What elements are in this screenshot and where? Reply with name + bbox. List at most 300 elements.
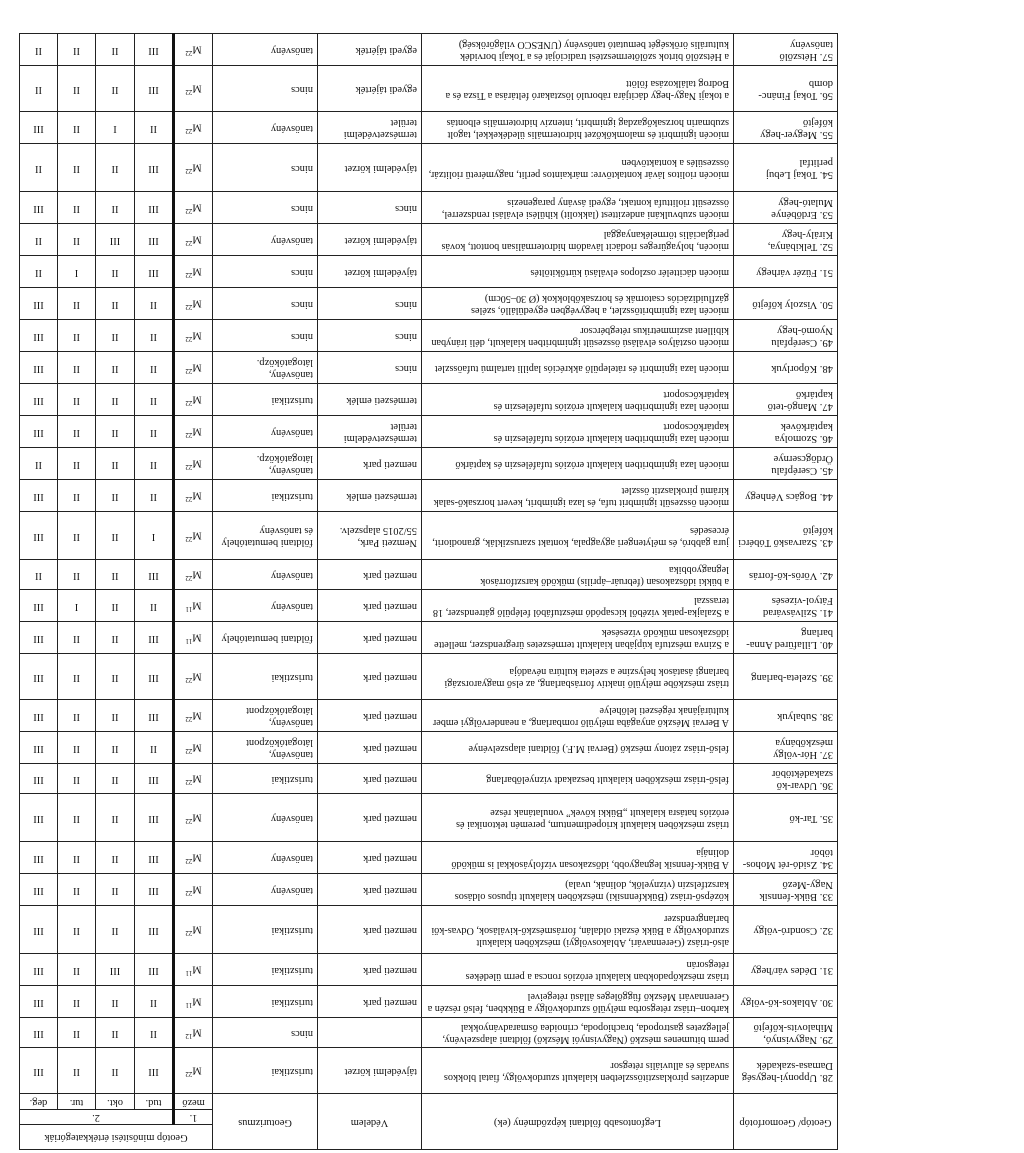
field-category-index: 22 [185,676,193,685]
formation-description: miocén riolitos lávár kontaktövre: márkaintos perlit, nagyméretű riolitzár, összesülés a kontaktövben [422,144,734,192]
rating-tur: II [58,192,96,224]
table-row [19,66,837,112]
rating-deg: II [19,34,57,66]
field-category-letter: M [192,393,202,405]
field-category-letter: M [192,670,202,682]
rating-deg: III [19,622,57,654]
rating-okt: II [96,560,135,590]
protection-status: tájvédelmi körzet [318,256,422,288]
geotourism-status: nincs [213,288,318,320]
rating-tud: II [135,288,174,320]
field-category-letter: M [192,923,202,935]
table-row [19,480,837,512]
rating-deg: III [19,954,57,986]
table-row [19,874,837,906]
table-row [19,1048,837,1094]
formation-description: triász mészkőpadokban kialakult eróziós roncsa a perm üledékes rétegsorán [422,954,734,986]
rating-okt: II [96,144,135,192]
field-category-index: 22 [185,817,193,826]
field-category-letter: M [192,43,202,55]
geotourism-status: nincs [213,320,318,352]
rating-tud: III [135,842,174,874]
protection-status: nincs [318,288,422,320]
geotope-name: 41. Szilvásvárad Fátyol-vízesés [734,590,838,622]
geotope-name: 51. Füzér várhegy [734,256,838,288]
field-category-index: 11 [185,637,193,646]
header-sub-okt: okt. [96,1094,135,1109]
rating-okt: II [96,320,135,352]
rating-tur: II [58,352,96,384]
geotope-name: 29. Nagyvisnyó, Mihalovits-kőfejtő [734,1018,838,1048]
field-category-index: 22 [185,495,193,504]
protection-status: nemzeti park [318,732,422,764]
field-category [174,192,213,224]
geotourism-status: tanösvény [213,416,318,448]
field-category-letter: M [192,709,202,721]
rating-deg: III [19,654,57,700]
rating-okt: II [96,986,135,1018]
field-category-index: 22 [185,463,193,472]
field-category [174,224,213,256]
protection-status: természeti emlék [318,480,422,512]
protection-status: nemzeti park [318,986,422,1018]
formation-description: alsó-triász (Gerennavári, Ablakosvölgyi) mészkőben kialakult szurdokvölgy a Bükk északi oldalán, forrásmészkő-kiválások, Odvas-kői barlangrendszer [422,906,734,954]
formation-description: felső-triász mészkőben kialakult beszakadt víznyelőbarlang [422,764,734,794]
field-category [174,906,213,954]
protection-status: nemzeti park [318,874,422,906]
field-category-letter: M [192,963,202,975]
rating-tur: II [58,764,96,794]
rating-tud: III [135,224,174,256]
rating-tur: II [58,480,96,512]
geotope-rows [19,34,837,1094]
geotourism-status: nincs [213,1018,318,1048]
formation-description: miocén ignimbrit és malomkőkőzet hidrotermális üledékekkel, tagolt szubmarin horzsakőgazdag ignimbrit, intenzív hidrotermális elbontás [422,112,734,144]
geotope-name: 54. Tokaj Lebuj perlitfal [734,144,838,192]
rating-deg: III [19,112,57,144]
field-category-index: 22 [185,88,193,97]
rating-tud: II [135,1018,174,1048]
formation-description: triász mészkőbe mélyülő inaktív forrásbarlang, az első magyarországi barlangi ásatások helyszíne a szeleta kultúra névadója [422,654,734,700]
header-sub-mezo: mező [174,1094,213,1109]
rating-tur: II [58,700,96,732]
rating-tur: II [58,874,96,906]
field-category [174,1018,213,1048]
field-category [174,480,213,512]
rating-deg: III [19,288,57,320]
header-geotop: Geotóp/ Geomorfotóp [734,1094,838,1150]
header-group-2: 2. [19,1109,173,1124]
protection-status: nemzeti park [318,590,422,622]
table-row [19,192,837,224]
formation-description: a Hétszőlő birtok szőlőtermesztési tradícióját és a Tokaji borvidék kulturális örökségét bemutató tanösvény (UNESCO világörökség) [422,34,734,66]
geotourism-status: tanösvény [213,112,318,144]
table-row [19,764,837,794]
rating-deg: III [19,794,57,842]
field-category-letter: M [192,489,202,501]
geotourism-status: földtani bemutatóhely és tanösvény [213,512,318,560]
field-category [174,320,213,352]
rating-tur: II [58,384,96,416]
header-protection: Védelem [318,1094,422,1150]
formation-description: miocén osztályos elválású összesült ignimbritben kialakult, déli irányban kibillent aszimmetrikus rétegbércsor [422,320,734,352]
rating-okt: II [96,590,135,622]
rating-tud: II [135,384,174,416]
rating-okt: II [96,874,135,906]
field-category-index: 22 [185,929,193,938]
geotourism-status: tanösvény [213,590,318,622]
geotope-name: 30. Ablakos-kő-völgy [734,986,838,1018]
formation-description: triász mészkőben kialakult kriopedimentum, peremén tektonikai és eróziós hatásra kialakult „Bükki kövek” vonulatának része [422,794,734,842]
protection-status: Nemzeti Park, 55/2015 alapszelv. [318,512,422,560]
rating-tur: I [58,590,96,622]
field-category-index: 22 [185,778,193,787]
field-category-letter: M [192,1026,202,1038]
rating-deg: III [19,590,57,622]
formation-description: miocén összesült ignimbrit tufa, és laza ignimbrit, kevert horzsakő-salak kirámú piroklasztit összlet [422,480,734,512]
field-category-letter: M [192,568,202,580]
field-category-index: 22 [185,239,193,248]
table-row [19,560,837,590]
protection-status: tájvédelmi körzet [318,144,422,192]
header-description: Legfontosabb földtani képződmény (ek) [422,1094,734,1150]
table-row [19,352,837,384]
geotope-name: 35. Tar-kő [734,794,838,842]
table-row [19,448,837,480]
table-row [19,288,837,320]
geotope-name: 57. Hétszőlő tanösvény [734,34,838,66]
field-category-index: 22 [185,303,193,312]
field-category [174,66,213,112]
table-row [19,112,837,144]
geotope-name: 39. Szeleta-barlang [734,654,838,700]
field-category-letter: M [192,233,202,245]
table-row [19,512,837,560]
rating-okt: I [96,112,135,144]
geotope-name: 45. Cserépfalu Ördögcsernye [734,448,838,480]
rating-okt: II [96,842,135,874]
table-row [19,1018,837,1048]
formation-description: miocén laza ignimbritösszlet, a hegyvégben egyedülálló, széles gázfluidizációs csatornák és horzsakőblokkok (Ø 30–50cm) [422,288,734,320]
rating-tud: II [135,352,174,384]
header-sub-tud: tud. [135,1094,174,1109]
header-group-1: 1. [174,1109,213,1124]
rating-tur: II [58,512,96,560]
rating-tur: II [58,66,96,112]
rating-okt: II [96,1018,135,1048]
table-row [19,320,837,352]
table-row [19,986,837,1018]
field-category-letter: M [192,82,202,94]
formation-description: karbon–triász rétegsorba mélyülő szurdokvölgy a Bükkben, felső részén a Gerennavári Mészkő függőleges állású rétegeivel [422,986,734,1018]
field-category-letter: M [192,811,202,823]
geotourism-status: földtani bemutatóhely [213,622,318,654]
field-category-letter: M [192,995,202,1007]
rating-tur: II [58,448,96,480]
geotope-name: 40. Lillafüred Anna-barlang [734,622,838,654]
geotope-name: 55. Megyer-hegy kőfejtő [734,112,838,144]
rating-tud: II [135,732,174,764]
rating-tud: I [135,512,174,560]
protection-status: nincs [318,192,422,224]
formation-description: andezites piroklasztitösszletben kialakult szurdokvölgy, fiatal blokkos suvadás és alluviális rétegsor [422,1048,734,1094]
geotope-name: 50. Viszoly kőfejtő [734,288,838,320]
field-category-letter: M [192,883,202,895]
rating-okt: II [96,512,135,560]
geotourism-status: tanösvény [213,560,318,590]
rating-deg: III [19,906,57,954]
formation-description: miocén laza ignimbritben kialakult eróziós tufaféleszin és kaptárkőcsoport [422,384,734,416]
table-row [19,622,837,654]
rating-tur: II [58,794,96,842]
field-category-letter: M [192,1064,202,1076]
field-category [174,288,213,320]
rating-tur: II [58,654,96,700]
rating-tur: II [58,622,96,654]
geotourism-status: nincs [213,192,318,224]
geotourism-status: turisztikai [213,954,318,986]
geotourism-status: tanösvény, látogatóközp. [213,448,318,480]
geotourism-status: nincs [213,144,318,192]
geotourism-status: tanösvény [213,874,318,906]
field-category-index: 22 [185,574,193,583]
rating-tud: III [135,1048,174,1094]
table-row [19,256,837,288]
field-category-index: 22 [185,535,193,544]
formation-description: miocén szubvulkáni andezittest (lakkolit) kihűlési elválási rendszerrel, összesült riolittufa kontakt, egyedi ásvány paragenezis [422,192,734,224]
geotope-name: 47. Mangó-tető kaptárkő [734,384,838,416]
table-row [19,732,837,764]
geotourism-status: tanösvény, látogatóközpont [213,700,318,732]
field-category [174,654,213,700]
rating-deg: III [19,1018,57,1048]
protection-status: nemzeti park [318,954,422,986]
protection-status: nemzeti park [318,622,422,654]
table-row [19,384,837,416]
rating-deg: II [19,256,57,288]
field-category [174,34,213,66]
rating-tud: II [135,480,174,512]
geotourism-status: nincs [213,66,318,112]
rating-deg: III [19,320,57,352]
geotourism-status: tanösvény [213,224,318,256]
rating-deg: III [19,842,57,874]
rating-tur: II [58,144,96,192]
rating-tur: II [58,288,96,320]
rating-deg: II [19,144,57,192]
geotope-name: 36. Udvar-kő szakadéktöbör [734,764,838,794]
protection-status: nemzeti park [318,654,422,700]
field-category [174,590,213,622]
rating-deg: III [19,764,57,794]
protection-status: nemzeti park [318,560,422,590]
rating-okt: II [96,192,135,224]
header-sub-tur: tur. [58,1094,96,1109]
formation-description: miocén laza ignimbritben kialakult eróziós tufaféleszin és kaptárkő [422,448,734,480]
rating-tud: III [135,34,174,66]
header-geotourism: Geoturizmus [213,1094,318,1150]
rating-deg: II [19,560,57,590]
geotope-table [19,33,838,1150]
protection-status: nemzeti park [318,764,422,794]
field-category-index: 22 [185,747,193,756]
header-sub-deg: deg. [19,1094,57,1109]
formation-description: középső-triász (Bükkfennsíki) mészkőben kialakult típusos oldásos karsztfelszín (víznyelők, dolinák, uvala) [422,874,734,906]
rating-tur: II [58,954,96,986]
formation-description: miocén laza ignimbrit és rátelepülő akkréciós lapilli tartalmú tufaösszlet [422,352,734,384]
rating-tur: II [58,224,96,256]
geotourism-status: turisztikai [213,764,318,794]
rating-deg: III [19,874,57,906]
table-row [19,590,837,622]
geotope-name: 42. Vörös-kő-forrás [734,560,838,590]
field-category-index: 22 [185,367,193,376]
geotope-name: 28. Upponyi-hegység Damasa-szakadék [734,1048,838,1094]
field-category [174,874,213,906]
rating-deg: III [19,192,57,224]
geotourism-status: tanösvény [213,842,318,874]
field-category [174,986,213,1018]
table-row [19,700,837,732]
geotourism-status: turisztikai [213,480,318,512]
rating-tur: II [58,732,96,764]
rating-tur: I [58,256,96,288]
rating-tur: II [58,1048,96,1094]
rating-okt: III [96,224,135,256]
geotope-name: 37. Hór-völgy mészkőbánya [734,732,838,764]
field-category [174,384,213,416]
rating-okt: II [96,1048,135,1094]
field-category-index: 22 [185,127,193,136]
field-category-index: 12 [185,1032,193,1041]
rating-tud: III [135,906,174,954]
field-category-index: 22 [185,207,193,216]
geotourism-status: turisztikai [213,654,318,700]
rating-okt: II [96,732,135,764]
protection-status: egyedi tájérték [318,34,422,66]
field-category-index: 22 [185,431,193,440]
rating-tud: III [135,764,174,794]
field-category-index: 11 [185,969,193,978]
field-category [174,256,213,288]
field-category [174,622,213,654]
field-category-letter: M [192,161,202,173]
field-category-letter: M [192,297,202,309]
rating-deg: III [19,480,57,512]
table-row [19,34,837,66]
table-row [19,906,837,954]
header-category-group: Geotóp minősítési értékkategóriák [19,1125,212,1150]
formation-description: miocén, holyagüreges riodácit lávadóm hidrotermálisan bontott, kovás periglaciális törmelékanyaggal [422,224,734,256]
field-category-index: 22 [185,49,193,58]
rating-tud: II [135,590,174,622]
rating-tur: II [58,34,96,66]
field-category-index: 22 [185,889,193,898]
rating-tud: III [135,192,174,224]
protection-status: nincs [318,352,422,384]
table-row [19,954,837,986]
formation-description: felső-triász zátony mészkő (Bervai M.F.) földtani alapszelvénye [422,732,734,764]
rating-okt: II [96,622,135,654]
rating-tud: III [135,874,174,906]
field-category [174,416,213,448]
protection-status: egyedi tájérték [318,66,422,112]
rating-deg: III [19,416,57,448]
geotourism-status: tanösvény [213,34,318,66]
formation-description: a bükki időszakosan (február–április) működő karsztforrások legnagyobbika [422,560,734,590]
table-row [19,654,837,700]
rating-tud: III [135,66,174,112]
rating-tud: III [135,700,174,732]
geotourism-status: turisztikai [213,1048,318,1094]
field-category-index: 22 [185,715,193,724]
rating-tur: II [58,1018,96,1048]
rating-okt: III [96,954,135,986]
formation-description: jura gabbró, és mélytengeri agyagpala, kontakt szarusziklák, granodiorit, ércesedés [422,512,734,560]
field-category-index: 11 [185,605,193,614]
rating-deg: II [19,224,57,256]
rating-deg: III [19,512,57,560]
rating-okt: II [96,288,135,320]
field-category-letter: M [192,529,202,541]
protection-status: tájvédelmi körzet [318,1048,422,1094]
geotope-name: 33. Bükk-fennsík Nagy-Mező [734,874,838,906]
protection-status [318,1018,422,1048]
field-category-letter: M [192,329,202,341]
formation-description: A Bervai Mészkő anyagába mélyülő rombarlang, a neandervölgyi ember kultúrájának régészeti lelőhelye [422,700,734,732]
protection-status: nemzeti park [318,842,422,874]
rating-tud: II [135,112,174,144]
protection-status: nemzeti park [318,794,422,842]
geotope-name: 49. Cserépfalu Nyomó-hegy [734,320,838,352]
rating-tur: II [58,320,96,352]
rating-okt: II [96,480,135,512]
field-category [174,352,213,384]
geotourism-status: turisztikai [213,384,318,416]
rating-okt: II [96,66,135,112]
protection-status: nincs [318,320,422,352]
rating-tud: III [135,256,174,288]
field-category-index: 22 [185,399,193,408]
field-category-index: 22 [185,1070,193,1079]
field-category-letter: M [192,851,202,863]
rating-tud: III [135,560,174,590]
field-category [174,954,213,986]
protection-status: nemzeti park [318,448,422,480]
rating-tur: II [58,842,96,874]
field-category-index: 22 [185,167,193,176]
table-row [19,144,837,192]
geotope-name: 34. Zsidó-rét Mohos-töbör [734,842,838,874]
formation-description: A Bükk-fennsík legnagyobb, időszakosan vízfolyásokkal is működő dolinája [422,842,734,874]
rating-deg: II [19,66,57,112]
geotourism-status: turisztikai [213,986,318,1018]
rating-okt: II [96,764,135,794]
rating-tud: II [135,986,174,1018]
field-category-letter: M [192,631,202,643]
geotope-name: 56. Tokaj Finánc-domb [734,66,838,112]
geotourism-status: tanösvény [213,794,318,842]
protection-status: nemzeti park [318,906,422,954]
field-category-letter: M [192,201,202,213]
geotope-name: 48. Kőporlyuk [734,352,838,384]
table-row [19,842,837,874]
rating-okt: II [96,352,135,384]
rating-tud: III [135,794,174,842]
field-category [174,112,213,144]
field-category [174,700,213,732]
rating-tur: II [58,906,96,954]
